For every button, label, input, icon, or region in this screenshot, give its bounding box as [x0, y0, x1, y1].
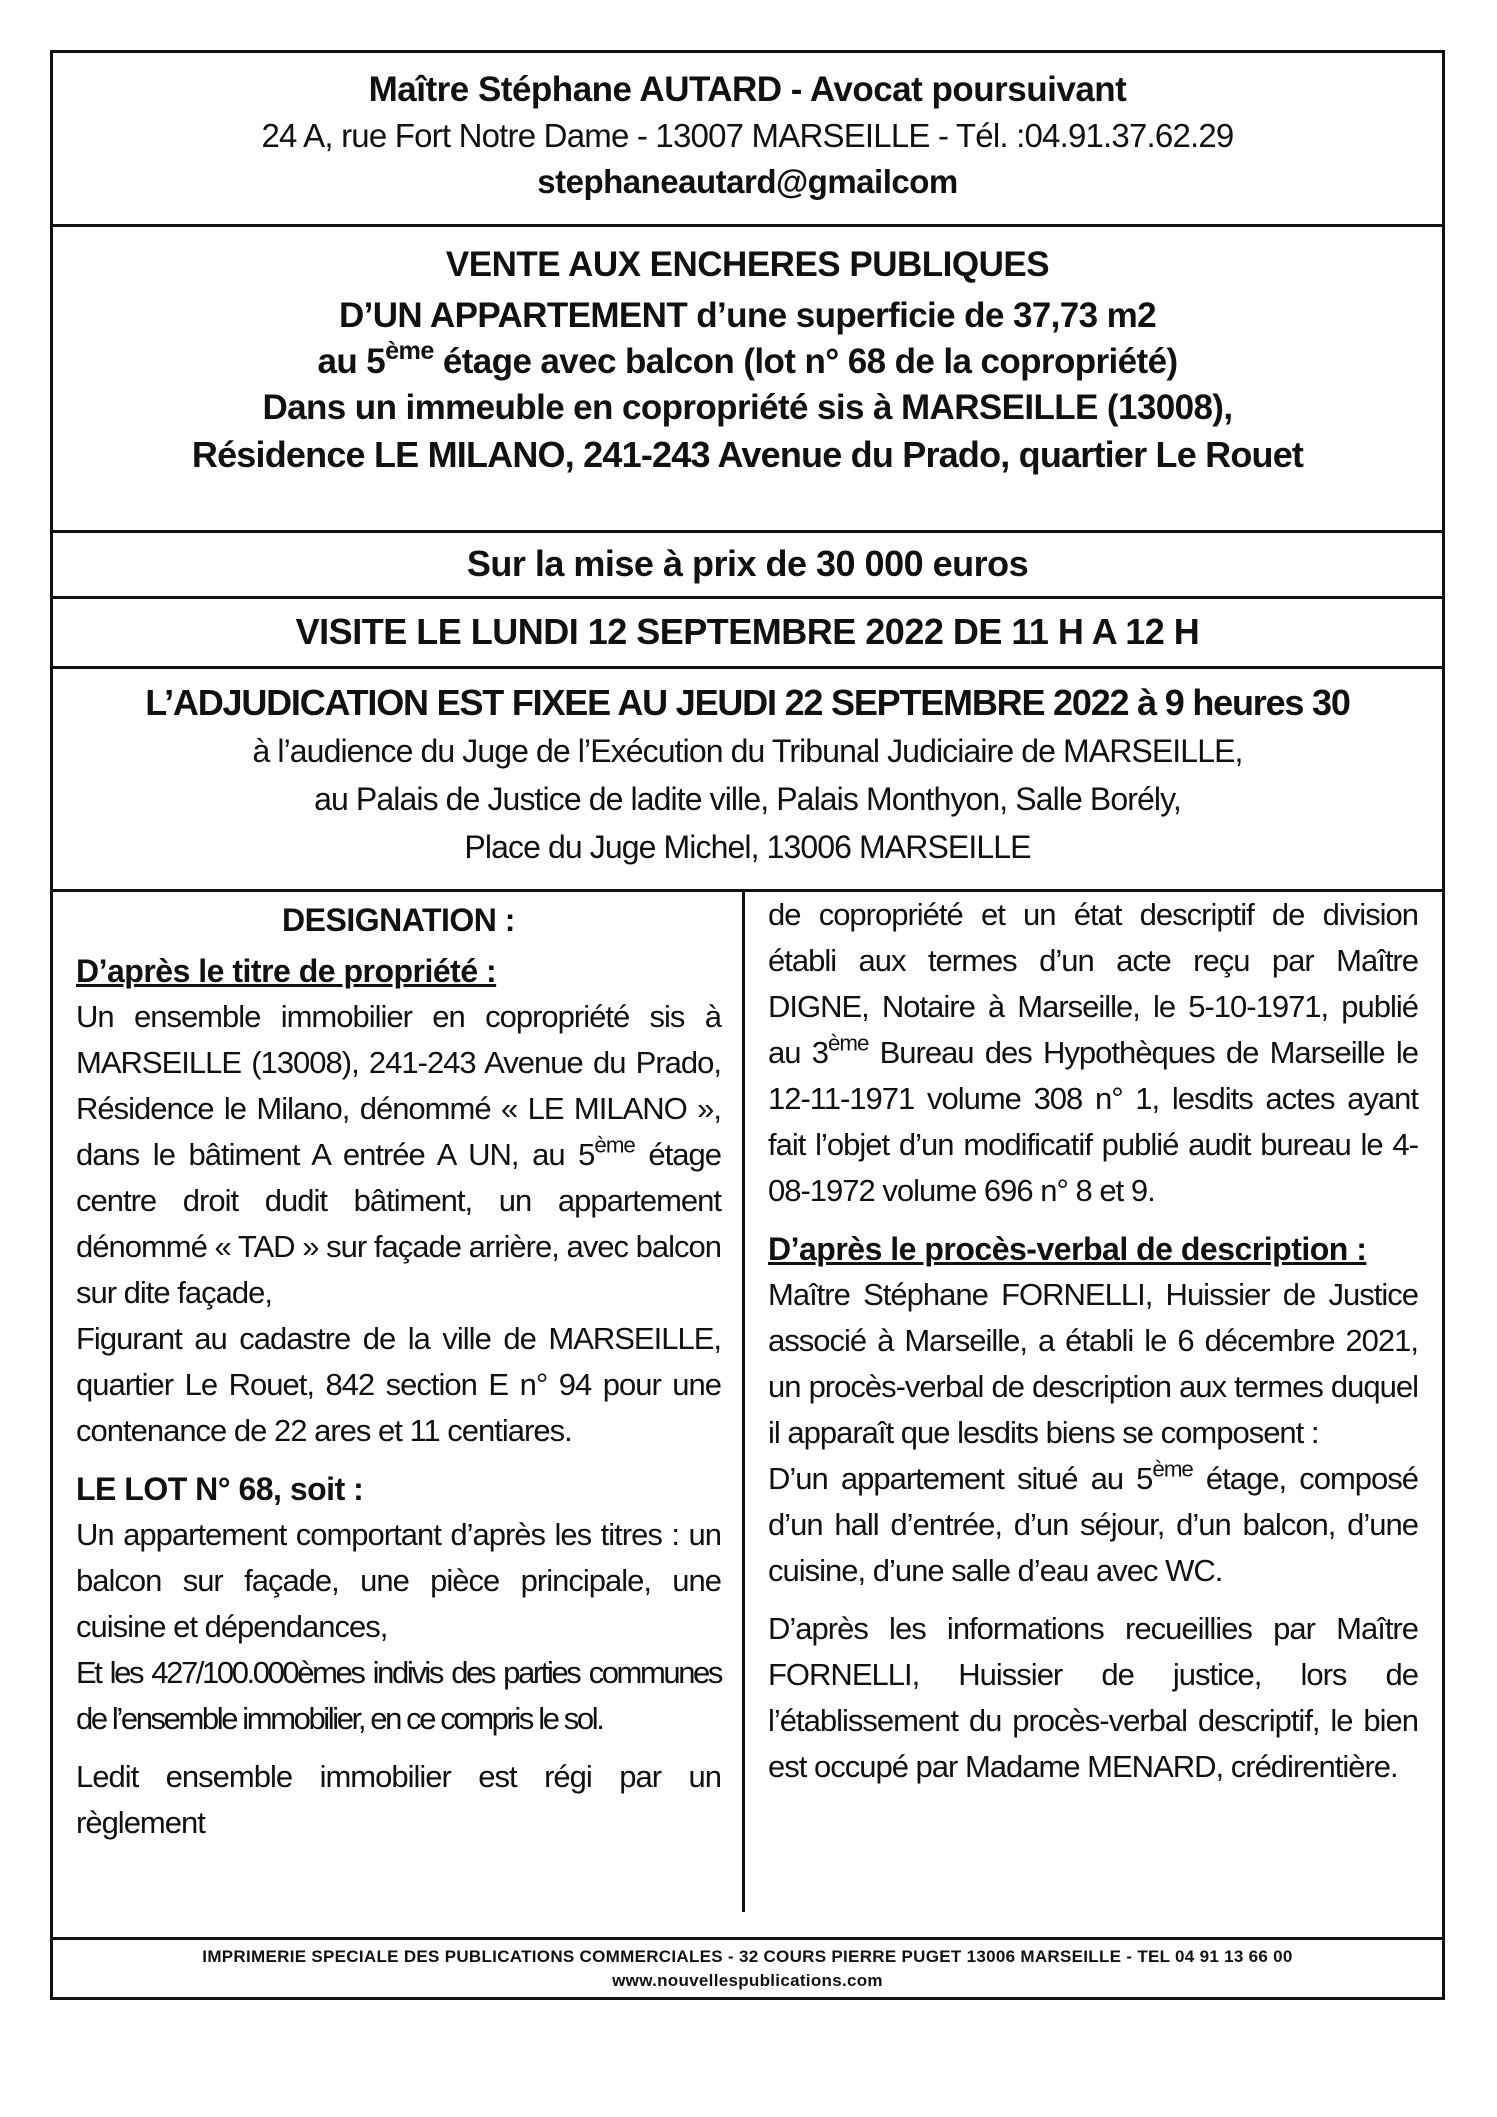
title-deed-heading: D’après le titre de propriété :	[76, 953, 497, 989]
sale-line-2	[53, 339, 1442, 385]
sale-line-1	[53, 293, 1442, 339]
regulation-paragraph	[768, 892, 1418, 1214]
printer-footer	[50, 1940, 1445, 2000]
sale-line-1-bold: D’UN APPARTEMENT	[338, 296, 688, 335]
sale-line-1-rest: d’une superficie de 37,73 m2	[687, 296, 1157, 335]
right-column	[768, 892, 1418, 1790]
description-p2-sup: ème	[1152, 1456, 1193, 1482]
description-report-heading: D’après le procès-verbal de description :	[768, 1231, 1367, 1267]
regulation-post: Bureau des Hypothèques de Marseille le 12-11-1971 volume 308 n° 1, lesdits actes ayant fait l’objet d’un modificatif publié audit bureau le 4-08-1972 volume 696 n° 8 et 9.	[768, 1035, 1418, 1208]
title-deed-p1-post: étage centre droit dudit bâtiment, un appartement dénommé « TAD » sur façade arrière, avec balcon sur dite façade,	[76, 1137, 721, 1310]
title-deed-p1-pre: Un ensemble immobilier en copropriété sis à MARSEILLE (13008), 241-243 Avenue du Prado, Résidence le Milano, dénommé « LE MILANO », dans le bâtiment A entrée A UN, au 5	[76, 999, 721, 1172]
spacer	[76, 1742, 721, 1754]
lot-heading: LE LOT N° 68, soit :	[76, 1471, 364, 1507]
starting-price: Sur la mise à prix de 30 000 euros	[53, 533, 1442, 599]
regulation-sup: ème	[827, 1030, 869, 1056]
lawyer-email: stephaneautard@gmailcom	[537, 163, 958, 200]
left-column	[76, 892, 721, 1846]
sale-line-4: Résidence LE MILANO, 241-243 Avenue du Prado, quartier Le Rouet	[191, 434, 1304, 475]
visit-date: VISITE LE LUNDI 12 SEPTEMBRE 2022 DE 11 H A 12 H	[53, 599, 1442, 669]
description-p2-pre: D’un appartement situé au 5	[768, 1461, 1153, 1496]
lot-paragraph-1: Un appartement comportant d’après les titres : un balcon sur façade, une pièce principale, une cuisine et dépendances,	[76, 1517, 721, 1644]
designation-heading: DESIGNATION :	[282, 902, 515, 938]
occupancy-paragraph: D’après les informations recueillies par Maître FORNELLI, Huissier de justice, lors de l’établissement du procès-verbal descriptif, le bien est occupé par Madame MENARD, crédirentière.	[768, 1611, 1418, 1784]
adjudication-line-3: Place du Juge Michel, 13006 MARSEILLE	[464, 829, 1031, 865]
title-deed-paragraph-1	[76, 994, 721, 1316]
adjudication	[53, 669, 1442, 892]
lawyer-address: 24 A, rue Fort Notre Dame - 13007 MARSEILLE - Tél. :04.91.37.62.29	[261, 117, 1234, 154]
adjudication-title: L’ADJUDICATION EST FIXEE AU JEUDI 22 SEPTEMBRE 2022 à 9 heures 30	[145, 682, 1350, 723]
spacer	[768, 1594, 1418, 1606]
lot-paragraph-3: Ledit ensemble immobilier est régi par un règlement	[76, 1759, 721, 1840]
adjudication-line-2: au Palais de Justice de ladite ville, Palais Monthyon, Salle Borély,	[314, 781, 1181, 817]
lawyer-name: Maître Stéphane AUTARD - Avocat poursuivant	[368, 70, 1127, 109]
sale-title: VENTE AUX ENCHERES PUBLIQUES	[445, 245, 1050, 284]
legal-notice-frame	[50, 50, 1445, 1940]
regulation-pre: de copropriété et un état descriptif de division établi aux termes d’un acte reçu par Maître DIGNE, Notaire à Marseille, le 5-10-1971, publié au 3	[768, 897, 1418, 1070]
sale-line-2-pre: au 5	[317, 342, 386, 381]
adjudication-line-1: à l’audience du Juge de l’Exécution du Tribunal Judiciaire de MARSEILLE,	[252, 733, 1243, 769]
title-deed-p1-sup: ème	[594, 1132, 635, 1158]
description-report-paragraph-1: Maître Stéphane FORNELLI, Huissier de Justice associé à Marseille, a établi le 6 décembre 2021, un procès-verbal de description aux termes duquel il apparaît que lesdits biens se composent :	[768, 1277, 1418, 1450]
sale-description	[53, 227, 1442, 533]
sale-line-2-post: étage avec balcon (lot n° 68 de la copropriété)	[433, 342, 1178, 381]
designation-columns	[53, 892, 1442, 1920]
sale-line-3: Dans un immeuble en copropriété sis à MARSEILLE (13008),	[262, 388, 1233, 427]
column-divider	[742, 892, 745, 1912]
spacer	[768, 1214, 1418, 1226]
printer-website: www.nouvellespublications.com	[612, 1971, 883, 1990]
sale-line-2-sup: ème	[385, 337, 434, 366]
lawyer-header	[53, 53, 1442, 227]
description-report-paragraph-2	[768, 1456, 1418, 1594]
lot-paragraph-2: Et les 427/100.000èmes indivis des parties communes de l’ensemble immobilier, en ce compris le sol.	[76, 1655, 721, 1736]
printer-address: IMPRIMERIE SPECIALE DES PUBLICATIONS COMMERCIALES - 32 COURS PIERRE PUGET 13006 MARSEILLE - TEL 04 91 13 66 00	[202, 1947, 1293, 1966]
description-p2-post: étage, composé d’un hall d’entrée, d’un séjour, d’un balcon, d’une cuisine, d’une salle d’eau avec WC.	[768, 1461, 1419, 1588]
title-deed-paragraph-2: Figurant au cadastre de la ville de MARSEILLE, quartier Le Rouet, 842 section E n° 94 pour une contenance de 22 ares et 11 centiares.	[76, 1321, 721, 1448]
